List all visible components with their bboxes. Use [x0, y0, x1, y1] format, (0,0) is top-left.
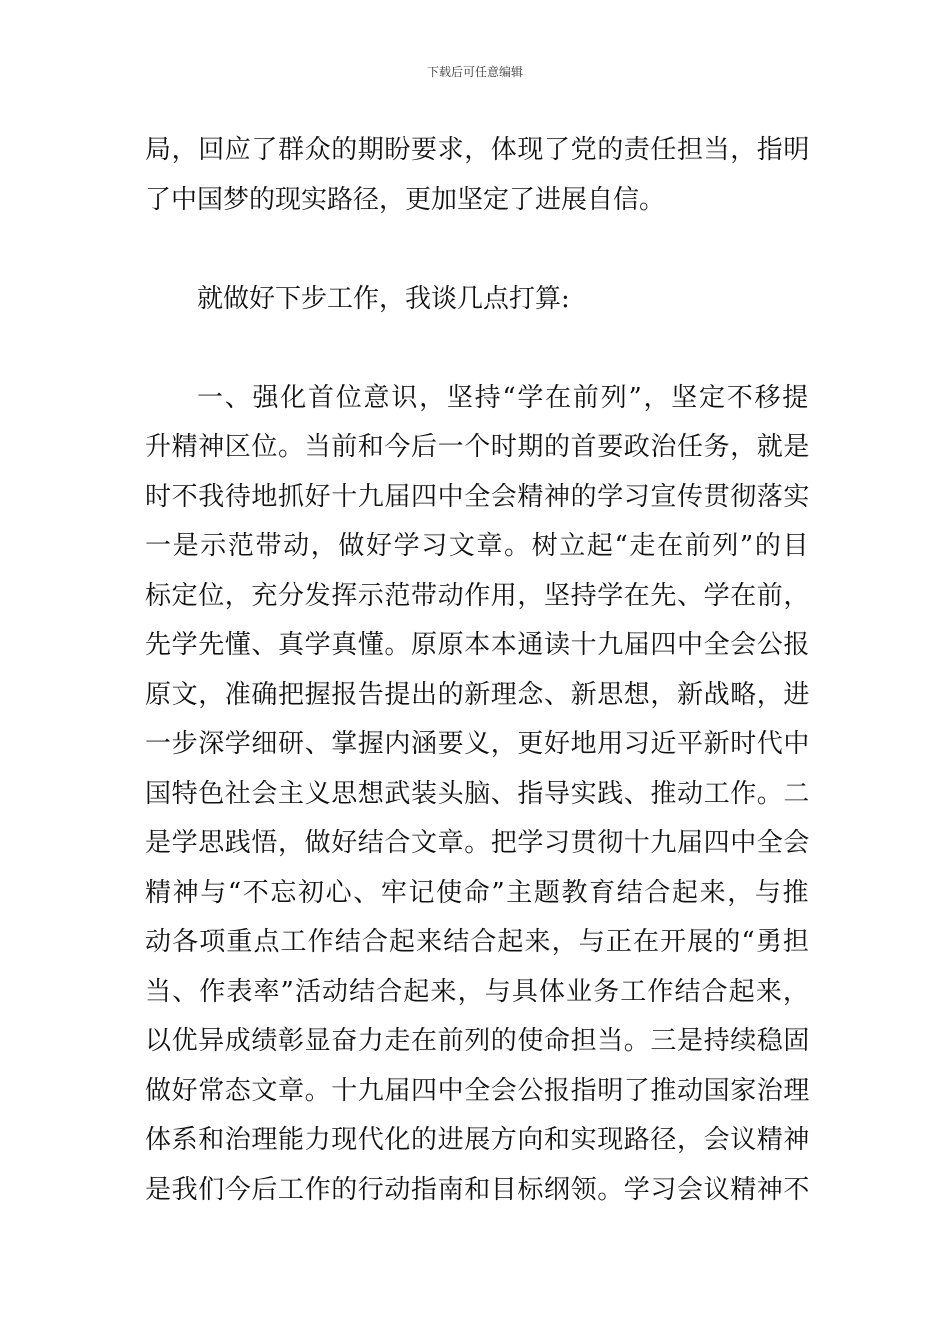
- text-line: 做好常态文章。十九届四中全会公报指明了推动国家治理: [145, 1075, 811, 1106]
- paragraph-gap: [145, 225, 810, 275]
- text-line: 是学思践悟，做好结合文章。把学习贯彻十九届四中全会: [145, 828, 811, 858]
- text-line: 升精神区位。当前和今后一个时期的首要政治任务，就是: [145, 432, 811, 462]
- text-line: 是我们今后工作的行动指南和目标纲领。学习会议精神不: [145, 1174, 811, 1205]
- text-line: 一是示范带动，做好学习文章。树立起“走在前列”的目: [145, 531, 811, 561]
- page-header: 下载后可任意编辑: [426, 65, 523, 79]
- text-line: 先学先懂、真学真懂。原原本本通读十九届四中全会公报: [145, 630, 811, 660]
- text-line: 原文，准确把握报告提出的新理念、新思想，新战略，进: [145, 679, 811, 710]
- document-body: [145, 126, 810, 1215]
- text-line: 局，回应了群众的期盼要求，体现了党的责任担当，指明: [145, 135, 811, 165]
- text-line: 一、强化首位意识，坚持“学在前列”，坚定不移提: [197, 382, 811, 413]
- text-line: 国特色社会主义思想武装头脑、指导实践、推动工作。二: [145, 778, 811, 809]
- text-line: 精神与“不忘初心、牢记使命”主题教育结合起来，与推: [145, 877, 811, 908]
- text-line: 时不我待地抓好十九届四中全会精神的学习宣传贯彻落实: [145, 481, 811, 512]
- paragraph-gap: [145, 324, 810, 374]
- text-line: 体系和治理能力现代化的进展方向和实现路径，会议精神: [145, 1125, 811, 1155]
- text-line: 标定位，充分发挥示范带动作用，坚持学在先、学在前，: [145, 580, 811, 611]
- text-line: 以优异成绩彰显奋力走在前列的使命担当。三是持续稳固: [145, 1026, 811, 1056]
- text-line: 动各项重点工作结合起来结合起来，与正在开展的“勇担: [145, 927, 811, 957]
- text-line: 了中国梦的现实路径，更加坚定了进展自信。: [145, 184, 666, 215]
- text-line: 当、作表率”活动结合起来，与具体业务工作结合起来，: [145, 976, 811, 1007]
- text-line: 一步深学细研、掌握内涵要义，更好地用习近平新时代中: [145, 729, 811, 759]
- text-line: 就做好下步工作，我谈几点打算:: [197, 283, 570, 314]
